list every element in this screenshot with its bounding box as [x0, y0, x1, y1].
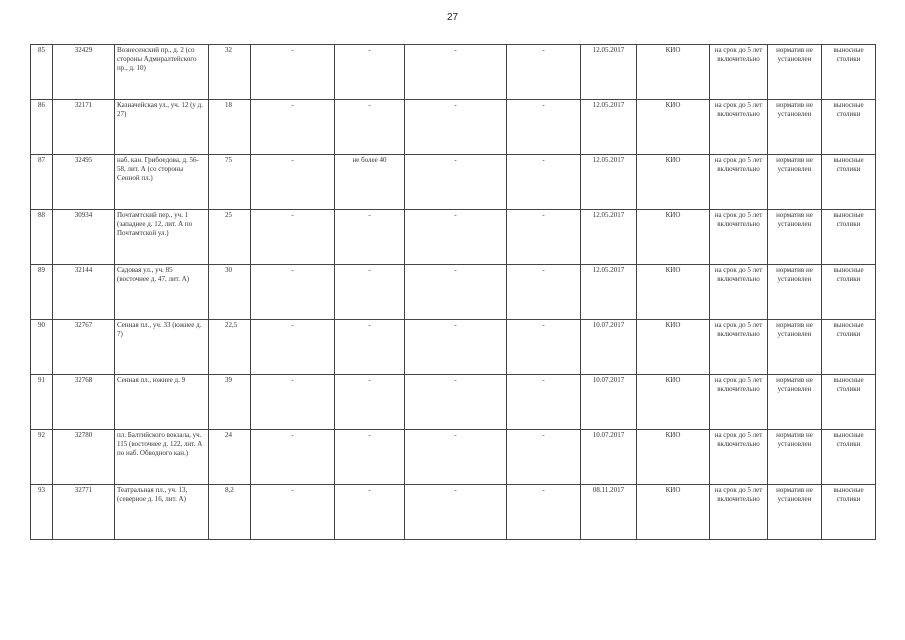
- object-id: 32495: [53, 155, 115, 210]
- param-d-cell: -: [507, 100, 581, 155]
- date-cell: 12.05.2017: [581, 100, 637, 155]
- area-cell: 24: [209, 430, 251, 485]
- param-b-cell: -: [335, 265, 405, 320]
- param-a-cell: -: [251, 100, 335, 155]
- object-type-cell: выносные столики: [822, 430, 876, 485]
- address-cell: наб. кан. Грибоедова, д. 56-58, лит. А (со стороны Сенной пл.): [115, 155, 209, 210]
- address-cell: Вознесенский пр., д. 2 (со стороны Адмиралтейского пр., д. 10): [115, 45, 209, 100]
- row-number: 91: [31, 375, 53, 430]
- organization-cell: КИО: [637, 485, 710, 540]
- object-id: 32144: [53, 265, 115, 320]
- date-cell: 12.05.2017: [581, 155, 637, 210]
- object-id: 32767: [53, 320, 115, 375]
- norm-cell: норматив не установлен: [768, 265, 822, 320]
- table-row: [31, 45, 876, 100]
- row-number: 88: [31, 210, 53, 265]
- address-cell: Сенная пл., южнее д. 9: [115, 375, 209, 430]
- norm-cell: норматив не установлен: [768, 485, 822, 540]
- param-b-cell: -: [335, 100, 405, 155]
- object-type-cell: выносные столики: [822, 45, 876, 100]
- param-c-cell: -: [405, 100, 507, 155]
- param-b-cell: -: [335, 485, 405, 540]
- param-d-cell: -: [507, 485, 581, 540]
- object-id: 32171: [53, 100, 115, 155]
- table-row: [31, 430, 876, 485]
- param-a-cell: -: [251, 210, 335, 265]
- object-type-cell: выносные столики: [822, 155, 876, 210]
- date-cell: 12.05.2017: [581, 265, 637, 320]
- area-cell: 32: [209, 45, 251, 100]
- param-c-cell: -: [405, 210, 507, 265]
- address-cell: пл. Балтийского вокзала, уч. 115 (восточнее д. 122, лит. А по наб. Обводного кан.): [115, 430, 209, 485]
- area-cell: 22,5: [209, 320, 251, 375]
- table-row: [31, 265, 876, 320]
- param-b-cell: -: [335, 210, 405, 265]
- organization-cell: КИО: [637, 100, 710, 155]
- table-row: [31, 485, 876, 540]
- param-c-cell: -: [405, 320, 507, 375]
- object-type-cell: выносные столики: [822, 320, 876, 375]
- table-row: [31, 210, 876, 265]
- date-cell: 08.11.2017: [581, 485, 637, 540]
- organization-cell: КИО: [637, 265, 710, 320]
- param-d-cell: -: [507, 375, 581, 430]
- object-type-cell: выносные столики: [822, 375, 876, 430]
- term-cell: на срок до 5 лет включительно: [710, 45, 768, 100]
- row-number: 87: [31, 155, 53, 210]
- address-cell: Садовая ул., уч. 85 (восточнее д. 47, лит. А): [115, 265, 209, 320]
- param-c-cell: -: [405, 375, 507, 430]
- param-d-cell: -: [507, 210, 581, 265]
- param-a-cell: -: [251, 45, 335, 100]
- page-number: 27: [446, 12, 459, 23]
- date-cell: 12.05.2017: [581, 45, 637, 100]
- object-id: 32780: [53, 430, 115, 485]
- param-b-cell: -: [335, 375, 405, 430]
- param-d-cell: -: [507, 320, 581, 375]
- address-cell: Казначейская ул., уч. 12 (у д. 27): [115, 100, 209, 155]
- address-cell: Почтамтский пер., уч. 1 (западнее д. 12, лит. А по Почтамтской ул.): [115, 210, 209, 265]
- term-cell: на срок до 5 лет включительно: [710, 375, 768, 430]
- organization-cell: КИО: [637, 155, 710, 210]
- norm-cell: норматив не установлен: [768, 430, 822, 485]
- term-cell: на срок до 5 лет включительно: [710, 320, 768, 375]
- param-c-cell: -: [405, 155, 507, 210]
- registry-rows: [31, 45, 876, 540]
- object-type-cell: выносные столики: [822, 265, 876, 320]
- param-b-cell: не более 40: [335, 155, 405, 210]
- address-cell: Театральная пл., уч. 13, (северное д. 16, лит. А): [115, 485, 209, 540]
- param-c-cell: -: [405, 265, 507, 320]
- param-a-cell: -: [251, 375, 335, 430]
- object-type-cell: выносные столики: [822, 100, 876, 155]
- param-a-cell: -: [251, 430, 335, 485]
- date-cell: 10.07.2017: [581, 320, 637, 375]
- norm-cell: норматив не установлен: [768, 320, 822, 375]
- param-b-cell: -: [335, 430, 405, 485]
- param-d-cell: -: [507, 265, 581, 320]
- param-c-cell: -: [405, 485, 507, 540]
- registry-table: [30, 44, 876, 540]
- area-cell: 25: [209, 210, 251, 265]
- area-cell: 8,2: [209, 485, 251, 540]
- row-number: 92: [31, 430, 53, 485]
- organization-cell: КИО: [637, 210, 710, 265]
- term-cell: на срок до 5 лет включительно: [710, 485, 768, 540]
- term-cell: на срок до 5 лет включительно: [710, 265, 768, 320]
- param-a-cell: -: [251, 155, 335, 210]
- row-number: 85: [31, 45, 53, 100]
- param-b-cell: -: [335, 320, 405, 375]
- norm-cell: норматив не установлен: [768, 45, 822, 100]
- object-id: 30934: [53, 210, 115, 265]
- norm-cell: норматив не установлен: [768, 100, 822, 155]
- date-cell: 12.05.2017: [581, 210, 637, 265]
- norm-cell: норматив не установлен: [768, 155, 822, 210]
- organization-cell: КИО: [637, 45, 710, 100]
- table-row: [31, 320, 876, 375]
- object-type-cell: выносные столики: [822, 210, 876, 265]
- norm-cell: норматив не установлен: [768, 210, 822, 265]
- row-number: 90: [31, 320, 53, 375]
- organization-cell: КИО: [637, 320, 710, 375]
- row-number: 89: [31, 265, 53, 320]
- table-row: [31, 155, 876, 210]
- param-c-cell: -: [405, 430, 507, 485]
- object-id: 32429: [53, 45, 115, 100]
- date-cell: 10.07.2017: [581, 375, 637, 430]
- term-cell: на срок до 5 лет включительно: [710, 100, 768, 155]
- param-a-cell: -: [251, 320, 335, 375]
- norm-cell: норматив не установлен: [768, 375, 822, 430]
- object-id: 32768: [53, 375, 115, 430]
- object-type-cell: выносные столики: [822, 485, 876, 540]
- address-cell: Сенная пл., уч. 33 (южнее д. 7): [115, 320, 209, 375]
- row-number: 93: [31, 485, 53, 540]
- area-cell: 75: [209, 155, 251, 210]
- area-cell: 39: [209, 375, 251, 430]
- term-cell: на срок до 5 лет включительно: [710, 155, 768, 210]
- object-id: 32771: [53, 485, 115, 540]
- term-cell: на срок до 5 лет включительно: [710, 430, 768, 485]
- param-d-cell: -: [507, 155, 581, 210]
- param-d-cell: -: [507, 430, 581, 485]
- table-row: [31, 100, 876, 155]
- param-a-cell: -: [251, 485, 335, 540]
- param-d-cell: -: [507, 45, 581, 100]
- organization-cell: КИО: [637, 375, 710, 430]
- param-a-cell: -: [251, 265, 335, 320]
- param-b-cell: -: [335, 45, 405, 100]
- area-cell: 30: [209, 265, 251, 320]
- table-row: [31, 375, 876, 430]
- date-cell: 10.07.2017: [581, 430, 637, 485]
- area-cell: 18: [209, 100, 251, 155]
- row-number: 86: [31, 100, 53, 155]
- param-c-cell: -: [405, 45, 507, 100]
- organization-cell: КИО: [637, 430, 710, 485]
- term-cell: на срок до 5 лет включительно: [710, 210, 768, 265]
